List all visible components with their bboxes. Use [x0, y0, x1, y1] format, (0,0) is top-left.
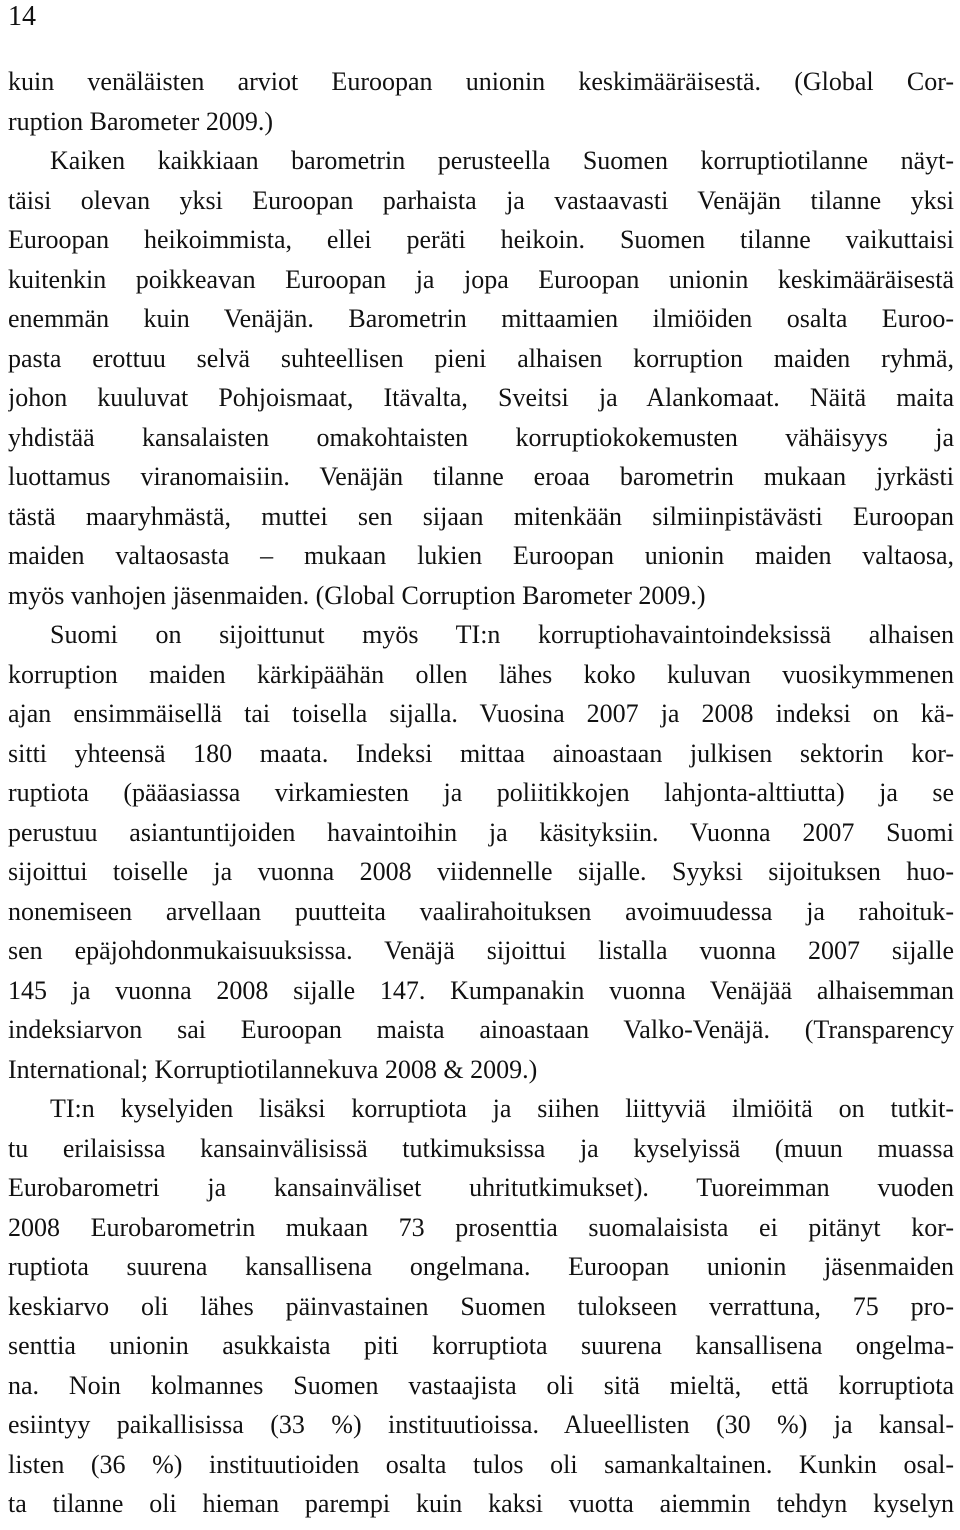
- text-line: pasta erottuu selvä suhteellisen pieni alhaisen korruption maiden ryhmä,: [8, 343, 954, 373]
- text-line: sen epäjohdonmukaisuuksissa. Venäjä sijoittui listalla vuonna 2007 sijalle: [8, 936, 954, 965]
- text-line: yhdistää kansalaisten omakohtaisten korruptiokokemusten vähäisyys ja: [8, 422, 954, 452]
- text-line: keskiarvo oli lähes päinvastainen Suomen tulokseen verrattuna, 75 pro-: [8, 1291, 954, 1321]
- text-line: International; Korruptiotilannekuva 2008 & 2009.): [8, 1054, 538, 1084]
- body-text: [8, 62, 954, 1524]
- text-line: listen (36 %) instituutioiden osalta tulos oli samankaltainen. Kunkin osal-: [8, 1449, 954, 1479]
- paragraph-first-line: TI:n kyselyiden lisäksi korruptiota ja siihen liittyviä ilmiöitä on tutkit-: [50, 1094, 954, 1123]
- text-line: esiintyy paikallisissa (33 %) instituutioissa. Alueellisten (30 %) ja kansal-: [8, 1410, 954, 1439]
- text-line: senttia unionin asukkaista piti korruptiota suurena kansallisena ongelma-: [8, 1331, 954, 1360]
- text-line: kuitenkin poikkeavan Euroopan ja jopa Euroopan unionin keskimääräisestä: [8, 264, 954, 294]
- text-line: na. Noin kolmannes Suomen vastaajista oli sitä mieltä, että korruptiota: [8, 1370, 954, 1400]
- text-line: enemmän kuin Venäjän. Barometrin mittaamien ilmiöiden osalta Euroo-: [8, 304, 954, 333]
- text-line: tu erilaisissa kansainvälisissä tutkimuksissa ja kyselyissä (muun muassa: [8, 1133, 954, 1163]
- text-line: sitti yhteensä 180 maata. Indeksi mittaa ainoastaan julkisen sektorin kor-: [8, 738, 954, 768]
- text-line: luottamus viranomaisiin. Venäjän tilanne eroaa barometrin mukaan jyrkästi: [8, 462, 954, 491]
- text-line: tästä maaryhmästä, muttei sen sijaan mitenkään silmiinpistävästi Euroopan: [8, 501, 954, 531]
- text-line: ruptiota suurena kansallisena ongelmana. Euroopan unionin jäsenmaiden: [8, 1252, 954, 1281]
- text-line: ruptiota (pääasiassa virkamiesten ja poliitikkojen lahjonta-alttiutta) ja se: [8, 778, 954, 807]
- text-line: Eurobarometri ja kansainväliset uhritutkimukset). Tuoreimman vuoden: [8, 1173, 954, 1202]
- text-line: indeksiarvon sai Euroopan maista ainoastaan Valko-Venäjä. (Transparency: [8, 1015, 954, 1044]
- text-line: ta tilanne oli hieman parempi kuin kaksi vuotta aiemmin tehdyn kyselyn: [8, 1489, 954, 1518]
- text-line: nonemiseen arvellaan puutteita vaalirahoituksen avoimuudessa ja rahoituk-: [8, 896, 954, 926]
- text-line: johon kuuluvat Pohjoismaat, Itävalta, Sveitsi ja Alankomaat. Näitä maita: [8, 383, 954, 412]
- text-line: maiden valtaosasta – mukaan lukien Euroopan unionin maiden valtaosa,: [8, 541, 954, 570]
- text-line: Euroopan heikoimmista, ellei peräti heikoin. Suomen tilanne vaikuttaisi: [8, 225, 954, 254]
- page-number: 14: [8, 1, 36, 32]
- text-line: 145 ja vuonna 2008 sijalle 147. Kumpanakin vuonna Venäjää alhaisemman: [8, 975, 954, 1005]
- paragraph-first-line: Suomi on sijoittunut myös TI:n korruptiohavaintoindeksissä alhaisen: [50, 620, 954, 649]
- text-line: myös vanhojen jäsenmaiden. (Global Corruption Barometer 2009.): [8, 580, 706, 610]
- text-line: sijoittui toiselle ja vuonna 2008 viidennelle sijalle. Syyksi sijoituksen huo-: [8, 857, 954, 886]
- text-line: korruption maiden kärkipäähän ollen lähes koko kuluvan vuosikymmenen: [8, 659, 954, 689]
- text-line: perustuu asiantuntijoiden havaintoihin ja käsityksiin. Vuonna 2007 Suomi: [8, 817, 954, 847]
- paragraph-first-line: Kaiken kaikkiaan barometrin perusteella Suomen korruptiotilanne näyt-: [50, 146, 954, 175]
- text-line: kuin venäläisten arviot Euroopan unionin keskimääräisestä. (Global Cor-: [8, 67, 954, 96]
- text-line: ruption Barometer 2009.): [8, 106, 273, 136]
- text-line: 2008 Eurobarometrin mukaan 73 prosenttia suomalaisista ei pitänyt kor-: [8, 1212, 954, 1242]
- text-line: täisi olevan yksi Euroopan parhaista ja vastaavasti Venäjän tilanne yksi: [8, 185, 954, 215]
- text-line: ajan ensimmäisellä tai toisella sijalla. Vuosina 2007 ja 2008 indeksi on kä-: [8, 699, 954, 728]
